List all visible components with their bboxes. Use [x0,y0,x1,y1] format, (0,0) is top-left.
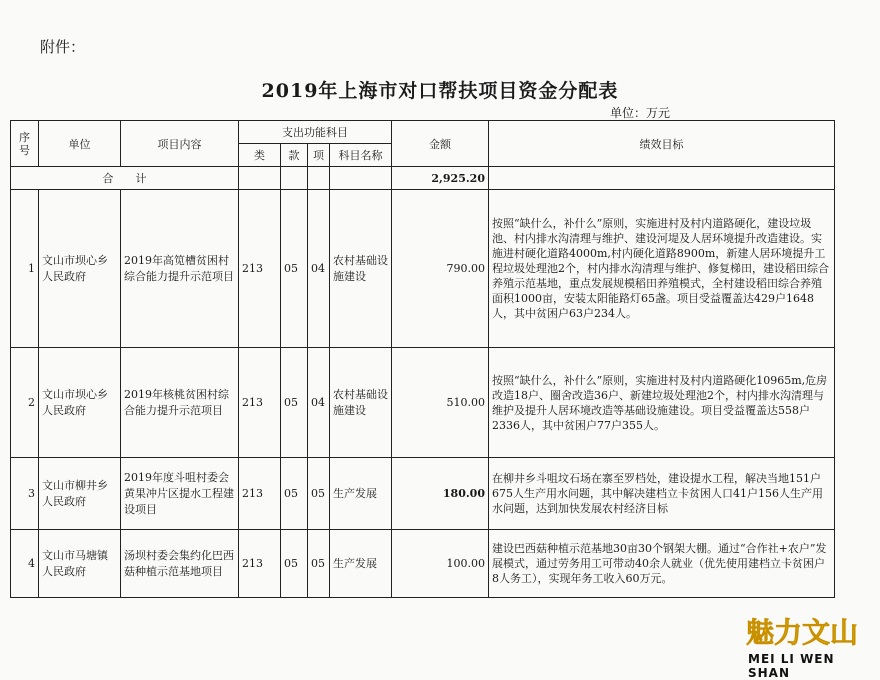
row-unit: 文山市柳井乡人民政府 [39,458,121,530]
attachment-label: 附件： [40,38,86,56]
row-subject: 生产发展 [330,458,392,530]
total-amount: 2,925.20 [392,167,489,190]
row-seq: 4 [11,530,39,598]
header-subject-name: 科目名称 [330,144,392,167]
row-content: 2019年高笕槽贫困村综合能力提升示范项目 [121,190,239,348]
total-label: 合 计 [11,167,239,190]
row-lei: 213 [239,530,281,598]
row-xiang: 04 [308,348,330,458]
row-amount: 790.00 [392,190,489,348]
row-xiang: 05 [308,530,330,598]
header-kuan: 款 [281,144,308,167]
row-amount: 180.00 [392,458,489,530]
fund-allocation-table [10,120,835,598]
row-xiang: 05 [308,458,330,530]
table-row [11,530,835,598]
header-lei: 类 [239,144,281,167]
table-row [11,348,835,458]
row-content: 2019年核桃贫困村综合能力提升示范项目 [121,348,239,458]
row-unit: 文山市坝心乡人民政府 [39,348,121,458]
row-content: 汤坝村委会集约化巴西菇种植示范基地项目 [121,530,239,598]
row-performance: 建设巴西菇种植示范基地30亩30个钢架大棚。通过“合作社+农户”发展模式，通过劳务用工可带动40余人就业（优先使用建档立卡贫困户8人务工），实现年务工收入60万元。 [489,530,835,598]
document-title: 2019年上海市对口帮扶项目资金分配表 [261,80,619,102]
row-unit: 文山市坝心乡人民政府 [39,190,121,348]
row-lei: 213 [239,458,281,530]
header-performance: 绩效目标 [489,121,835,167]
logo-subtitle: MEI LI WEN SHAN [748,652,835,680]
row-lei: 213 [239,348,281,458]
row-xiang: 04 [308,190,330,348]
header-content: 项目内容 [121,121,239,167]
row-subject: 农村基础设施建设 [330,190,392,348]
row-amount: 100.00 [392,530,489,598]
header-func-group: 支出功能科目 [239,121,392,144]
row-seq: 2 [11,348,39,458]
row-content: 2019年度斗咀村委会黄果冲片区提水工程建设项目 [121,458,239,530]
row-unit: 文山市马塘镇人民政府 [39,530,121,598]
meilwenshan-logo [744,611,870,651]
row-performance: 按照“缺什么，补什么”原则，实施进村及村内道路硬化10965m,危房改造18户、圈舍改造36户、新建垃圾处理池2个，村内排水沟清理与维护及提升人居环境改造等基础设施建设。项目受益覆盖达558户2336人，其中贫困户77户355人。 [489,348,835,458]
row-performance: 按照“缺什么，补什么”原则，实施进村及村内道路硬化，建设垃圾池、村内排水沟清理与维护、建设河堤及人居环境提升改造建设。实施进村硬化道路4000m,村内硬化道路8900m，新建人居环境提升工程垃圾处理池2个，村内排水沟清理与维护、修复梯田，建设稻田综合养殖示范基地，重点发展规模稻田养殖模式，全村建设稻田综合养殖面积1000亩，安装太阳能路灯65盏。项目受益覆盖达429户1648人，其中贫困户63户234人。 [489,190,835,348]
row-kuan: 05 [281,348,308,458]
row-kuan: 05 [281,458,308,530]
row-lei: 213 [239,190,281,348]
table-row [11,190,835,348]
header-seq: 序号 [11,121,39,167]
unit-label: 单位：万元 [610,106,671,120]
row-amount: 510.00 [392,348,489,458]
table-row [11,458,835,530]
logo-text: 魅力文山 [746,616,859,649]
row-subject: 农村基础设施建设 [330,348,392,458]
row-performance: 在柳井乡斗咀坟石场在寨至罗档处，建设提水工程，解决当地151户675人生产用水问题，其中解决建档立卡贫困人口41户156人生产用水问题，达到加快发展农村经济目标 [489,458,835,530]
row-seq: 1 [11,190,39,348]
header-unit: 单位 [39,121,121,167]
row-subject: 生产发展 [330,530,392,598]
header-amount: 金额 [392,121,489,167]
header-xiang: 项 [308,144,330,167]
row-seq: 3 [11,458,39,530]
row-kuan: 05 [281,530,308,598]
row-kuan: 05 [281,190,308,348]
total-row [11,167,835,190]
